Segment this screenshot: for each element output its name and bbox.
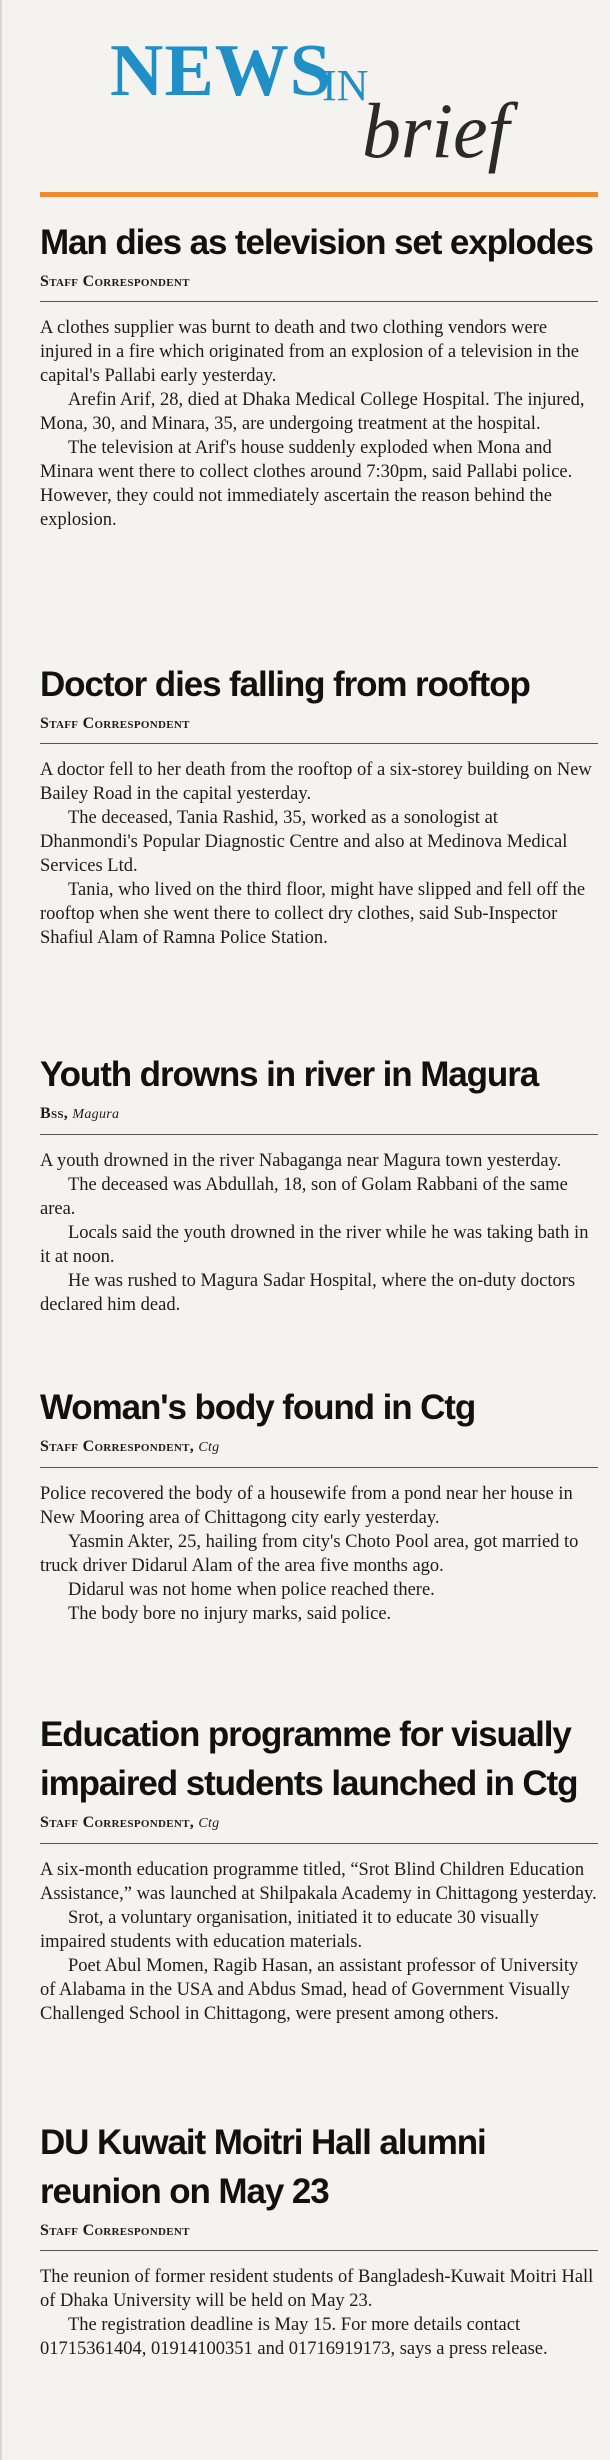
article-paragraph: A doctor fell to her death from the rooftop of a six-storey building on New Bailey Road in the capital yesterday. <box>40 760 592 804</box>
article-paragraph: The deceased was Abdullah, 18, son of Golam Rabbani of the same area. <box>40 1175 568 1219</box>
article-paragraph: Didarul was not home when police reached there. <box>68 1580 435 1600</box>
byline-author: Staff Correspondent, <box>40 1814 195 1831</box>
article-paragraph: Poet Abul Momen, Ragib Hasan, an assistant professor of University of Alabama in the USA and Abdus Smad, head of Government Visually Challenged School in Chittagong, were present among others. <box>40 1956 579 2024</box>
article-divider <box>40 2250 598 2251</box>
article-paragraph: Yasmin Akter, 25, hailing from city's Choto Pool area, got married to truck driver Didarul Alam of the area five months ago. <box>40 1532 579 1576</box>
article-byline <box>40 271 598 293</box>
article-television-explosion <box>40 218 598 532</box>
byline-place: Ctg <box>198 1816 220 1831</box>
article-paragraph: A clothes supplier was burnt to death and two clothing vendors were injured in a fire which originated from an explosion of a television in the capital's Pallabi early yesterday. <box>40 318 579 386</box>
article-paragraph: Police recovered the body of a housewife from a pond near her house in New Mooring area of Chittagong city early yesterday. <box>40 1484 573 1528</box>
byline-place: Magura <box>72 1107 120 1122</box>
article-headline: Youth drowns in river in Magura <box>40 1055 539 1094</box>
article-byline <box>40 1103 598 1126</box>
masthead-news: NEWS <box>110 30 332 112</box>
masthead-rule <box>40 192 598 197</box>
article-paragraph: The deceased, Tania Rashid, 35, worked as a sonologist at Dhanmondi's Popular Diagnostic Centre and also at Medinova Medical Services Ltd. <box>40 808 568 876</box>
article-headline: Education programme for visually impaired students launched in Ctg <box>40 1715 578 1803</box>
article-education-programme <box>40 1710 598 2026</box>
article-byline <box>40 1812 598 1835</box>
article-paragraph: A six-month education programme titled, “Srot Blind Children Education Assistance,” was launched at Shilpakala Academy in Chittagong yesterday. <box>40 1860 597 1904</box>
article-paragraph: Tania, who lived on the third floor, might have slipped and fell off the rooftop when she went there to collect dry clothes, said Sub-Inspector Shafiul Alam of Ramna Police Station. <box>40 880 586 948</box>
article-byline <box>40 713 598 735</box>
article-headline: Doctor dies falling from rooftop <box>40 665 530 704</box>
article-youth-drowns <box>40 1050 598 1317</box>
masthead-in: IN <box>322 61 369 110</box>
byline-place: Ctg <box>198 1440 220 1455</box>
article-paragraph: He was rushed to Magura Sadar Hospital, where the on-duty doctors declared him dead. <box>40 1271 576 1315</box>
article-byline <box>40 2220 598 2242</box>
byline-author: Staff Correspondent, <box>40 1438 195 1455</box>
article-paragraph: The reunion of former resident students of Bangladesh-Kuwait Moitri Hall of Dhaka University will be held on May 23. <box>40 2267 594 2311</box>
article-headline: DU Kuwait Moitri Hall alumni reunion on May 23 <box>40 2123 486 2211</box>
byline-author: Staff Correspondent <box>40 2222 190 2239</box>
article-womans-body-found <box>40 1383 598 1626</box>
article-divider <box>40 1134 598 1135</box>
article-paragraph: The registration deadline is May 15. For more details contact 01715361404, 01914100351 and 01716919173, says a press release. <box>40 2315 548 2359</box>
article-alumni-reunion <box>40 2118 598 2361</box>
article-doctor-dies <box>40 660 598 950</box>
masthead-brief: brief <box>362 87 510 174</box>
article-divider <box>40 301 598 302</box>
article-paragraph: The television at Arif's house suddenly exploded when Mona and Minara went there to collect clothes around 7:30pm, said Pallabi police. However, they could not immediately ascertain the reason behind the explosion. <box>40 438 573 530</box>
article-paragraph: Arefin Arif, 28, died at Dhaka Medical College Hospital. The injured, Mona, 30, and Minara, 35, are undergoing treatment at the hospital. <box>40 390 585 434</box>
article-paragraph: A youth drowned in the river Nabaganga near Magura town yesterday. <box>40 1151 562 1171</box>
article-divider <box>40 1843 598 1844</box>
article-headline: Man dies as television set explodes <box>40 223 593 262</box>
article-byline <box>40 1436 598 1459</box>
byline-author: Bss, <box>40 1105 69 1122</box>
article-paragraph: Locals said the youth drowned in the river while he was taking bath in it at noon. <box>40 1223 589 1267</box>
article-paragraph: Srot, a voluntary organisation, initiated it to educate 30 visually impaired students with education materials. <box>40 1908 539 1952</box>
byline-author: Staff Correspondent <box>40 273 190 290</box>
article-divider <box>40 743 598 744</box>
article-headline: Woman's body found in Ctg <box>40 1388 476 1427</box>
article-paragraph: The body bore no injury marks, said police. <box>68 1604 392 1624</box>
article-divider <box>40 1467 598 1468</box>
masthead <box>40 0 598 196</box>
byline-author: Staff Correspondent <box>40 715 190 732</box>
